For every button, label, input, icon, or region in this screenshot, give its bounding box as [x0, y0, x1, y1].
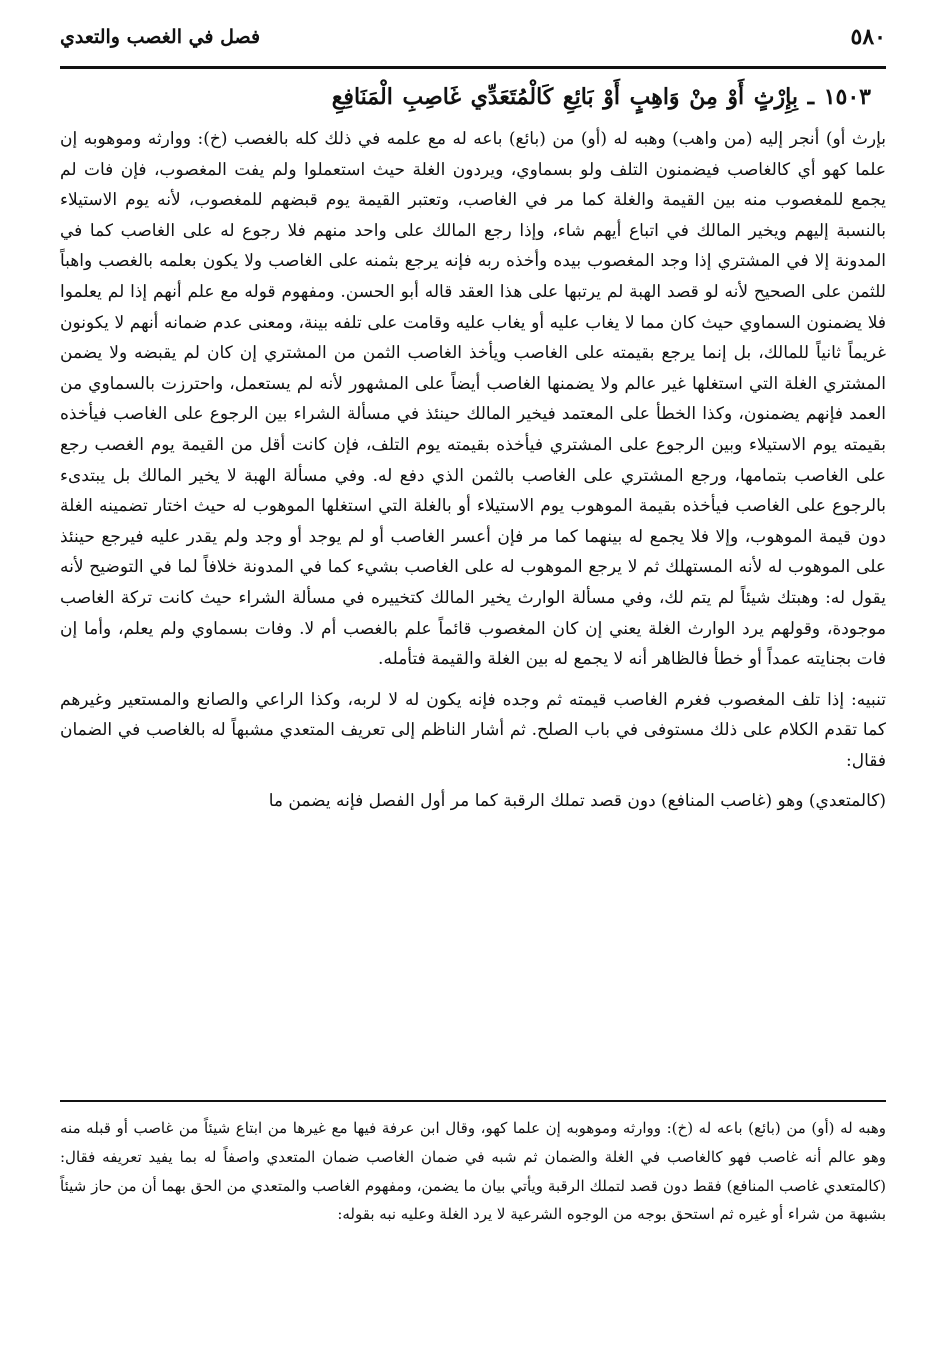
commentary-body — [60, 124, 886, 817]
header-rule — [60, 66, 886, 69]
paragraph-gap — [60, 776, 886, 786]
running-title: فصل في الغصب والتعدي — [60, 26, 261, 48]
footnote-text: وهبه له (أو) من (بائع) باعه له (خ): ووارثه وموهوبه إن علما كهو، وقال ابن عرفة فيها مع غيرها من ابتاع شيئاً من غاصب أو قبله منه وهو عالم أنه غاصب فهو كالغاصب في الغلة والضمان ثم شبه في ضمان الغاصب ضمان المتعدي واصفاً له بما يفيد تعريفه فقال: (كالمتعدي غاصب المنافع) فقط دون قصد لتملك الرقبة ويأتي بيان ما يضمن، ومفهوم الغاصب والمتعدي من الحق بهما أن من حاز شيئاً بشبهة من شراء أو غيره ثم استحق بوجه من الوجوه الشرعية لا يرد الغلة وعليه نبه بقوله: — [60, 1119, 886, 1224]
footnote — [60, 1114, 886, 1229]
page-number: ٥٨٠ — [850, 24, 886, 50]
paragraph-gap — [60, 675, 886, 685]
tanbih-paragraph: تنبيه: إذا تلف المغصوب فغرم الغاصب قيمته ثم وجده فإنه يكون له لا لربه، وكذا الراعي والصانع والمستعير وغيرهم كما تقدم الكلام على ذلك مستوفى في باب الصلح. ثم أشار الناظم إلى تعريف المتعدي مشبهاً له بالغاصب في الضمان فقال: — [60, 689, 886, 771]
page-header — [60, 22, 886, 66]
verse-line: ١٥٠٣ ـ بِإِرْثٍ أَوْ مِنْ وَاهِبٍ أَوْ بَائِعِ كَالْمُتَعَدِّي غَاصِبِ الْمَنَافِعِ — [331, 84, 871, 110]
commentary-paragraph: بإرث أو) أنجر إليه (من واهب) وهبه له (أو) من (بائع) باعه له مع علمه في ذلك كله بالغصب (خ): ووارثه وموهوبه إن علما كهو أي كالغاصب فيضمنون التلف ولو بسماوي، ويردون الغلة حيث استعملوا ولم يفت المغصوب، فإن فات لم يجمع للمغصوب منه بين القيمة والغلة كما مر في الغاصب، وتعتبر القيمة يوم قبضهم للمغصوب، لأنه يوم الاستيلاء بالنسبة إليهم ويخير المالك في اتباع أيهم شاء، وإذا رجع المالك على واحد منهم فلا رجوع له على الغاصب كما في المدونة إلا في المشتري إذا وجد المغصوب بيده وأخذه ربه فإنه يرجع بثمنه على الغاصب ولا يكون بعلمه بالغصب واهباً للثمن على الصحيح لأنه لو قصد الهبة لم يرتبها على هذا العقد قاله أبو الحسن. ومفهوم قوله مع علم أنهم إذا لم يعلموا فلا يضمنون السماوي حيث كان مما لا يغاب عليه أو يغاب عليه وقامت على تلفه بينة، ومعنى عدم ضمانه أنهم لا يكونون غريماً ثانياً للمالك، بل إنما يرجع بقيمته على الغاصب ويأخذ الغاصب الثمن من المشتري إن كان لم يقبضه ولا يضمن المشتري الغلة التي استغلها غير عالم ولا يضمنها الغاصب أيضاً على المشهور لأنه لم يستعمل، واحترزت بالسماوي من العمد فإنهم يضمنون، وكذا الخطأ على المعتمد فيخير المالك حينئذ في مسألة الشراء بين الرجوع على الغاصب فيأخذه بقيمته يوم الاستيلاء وبين الرجوع على المشتري فيأخذه بقيمته يوم التلف، فإن كانت أقل من القيمة يوم الغصب رجع على الغاصب بتمامها، ورجع المشتري على الغاصب بالثمن الذي دفع له. وفي مسألة الهبة لا يخير المالك بل يبتدىء بالرجوع على الغاصب فيأخذه بقيمة الموهوب يوم الاستيلاء أو بالغلة التي استغلها الموهوب له حيث اختار تضمينه الغلة دون قيمة الموهوب، وإلا فلا يجمع له بينهما كما مر فإن أعسر الغاصب أو لم يوجد أو وجد ولم يقدر عليه فيرجع حينئذ على الموهوب له لأنه المستهلك ثم لا يرجع الموهوب له على الغاصب بشيء كما في المدونة خلافاً لما في التوضيح لأنه يقول له: وهبتك شيئاً لم يتم لك، وفي مسألة الوارث يخير المالك كتخييره في مسألة الشراء حيث كانت تركة الغاصب موجودة، وقولهم يرد الوارث الغلة يعني إن كان المغصوب قائماً علم بالغصب أم لا. وفات بسماوي ولم يعلم، وأما إن فات بجنايته عمداً أو خطأ فالظاهر أنه لا يجمع له بين الغلة والقيمة فتأمله. — [60, 129, 886, 670]
commentary-paragraph: (كالمتعدي) وهو (غاصب المنافع) دون قصد تملك الرقبة كما مر أول الفصل فإنه يضمن ما — [268, 791, 886, 812]
footnote-rule — [60, 1100, 886, 1102]
